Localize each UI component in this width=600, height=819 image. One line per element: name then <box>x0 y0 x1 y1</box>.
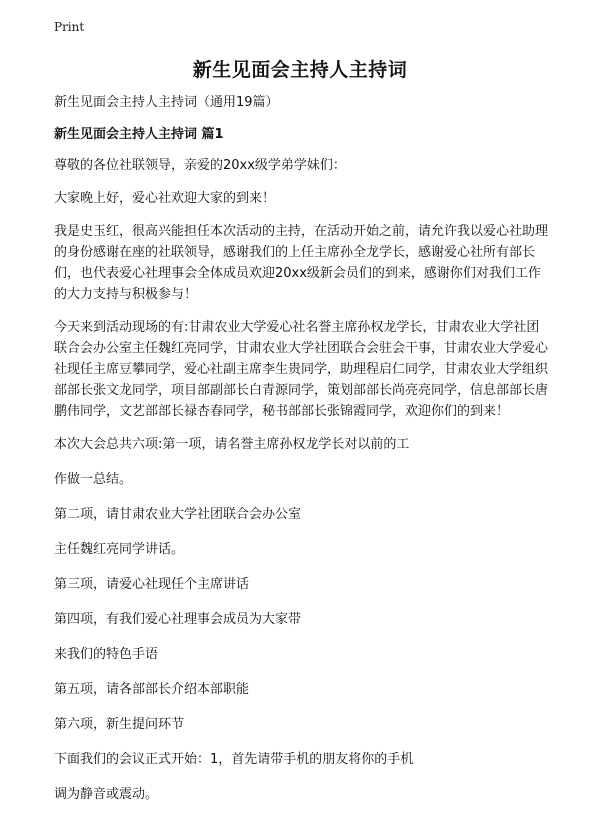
paragraph-agenda-2a: 第二项，请甘肃农业大学社团联合会办公室 <box>54 507 302 522</box>
paragraph-agenda-5: 第五项，请各部部长介绍本部职能 <box>54 682 250 697</box>
document-title: 新生见面会主持人主持词 <box>192 59 408 81</box>
paragraph-guests: 今天来到活动现场的有:甘肃农业大学爱心社名誉主席孙权龙学长，甘肃农业大学社团联合会办公室主任魏红亮同学，甘肃农业大学社团联合会驻会干事，甘肃农业大学爱心社现任主席豆攀同学，爱心社副主席李生贵同学，助理程启仁同学，甘肃农业大学组织部部长张文龙同学，项目部副部长白青源同学，策划部部长尚亮亮同学，信息部部长唐鹏伟同学，文艺部部长禄杏春同学，秘书部部长张锦霞同学，欢迎你们的到来！ <box>54 320 549 419</box>
paragraph-agenda-1b: 作做一总结。 <box>54 472 133 487</box>
paragraph-agenda-4a: 第四项，有我们爱心社理事会成员为大家带 <box>54 612 302 627</box>
paragraph-greeting: 尊敬的各位社联领导，亲爱的20xx级学弟学妹们： <box>54 158 346 173</box>
paragraph-start-a: 下面我们的会议正式开始：1，首先请带手机的朋友将你的手机 <box>54 752 414 767</box>
section-heading: 新生见面会主持人主持词 篇1 <box>54 127 224 142</box>
document-subtitle: 新生见面会主持人主持词（通用19篇） <box>54 95 279 110</box>
paragraph-agenda-2b: 主任魏红亮同学讲话。 <box>54 542 185 557</box>
paragraph-agenda-1a: 本次大会总共六项:第一项，请名誉主席孙权龙学长对以前的工 <box>54 437 410 452</box>
document-body <box>54 92 550 819</box>
paragraph-agenda-3: 第三项，请爱心社现任个主席讲话 <box>54 577 250 592</box>
paragraph-host-intro: 我是史玉红，很高兴能担任本次活动的主持，在活动开始之前，请允许我以爱心社助理的身份感谢在座的社联领导，感谢我们的上任主席孙全龙学长，感谢爱心社所有部长们，也代表爱心社理事会全体成员欢迎20xx级新会员们的到来，感谢你们对我们工作的大力支持与积极参与！ <box>54 224 549 302</box>
paragraph-start-b: 调为静音或震动。 <box>54 787 159 802</box>
paragraph-welcome: 大家晚上好，爱心社欢迎大家的到来！ <box>54 191 276 206</box>
print-link[interactable]: Print <box>54 20 85 34</box>
paragraph-agenda-6: 第六项，新生提问环节 <box>54 717 185 732</box>
paragraph-agenda-4b: 来我们的特色手语 <box>54 647 159 662</box>
